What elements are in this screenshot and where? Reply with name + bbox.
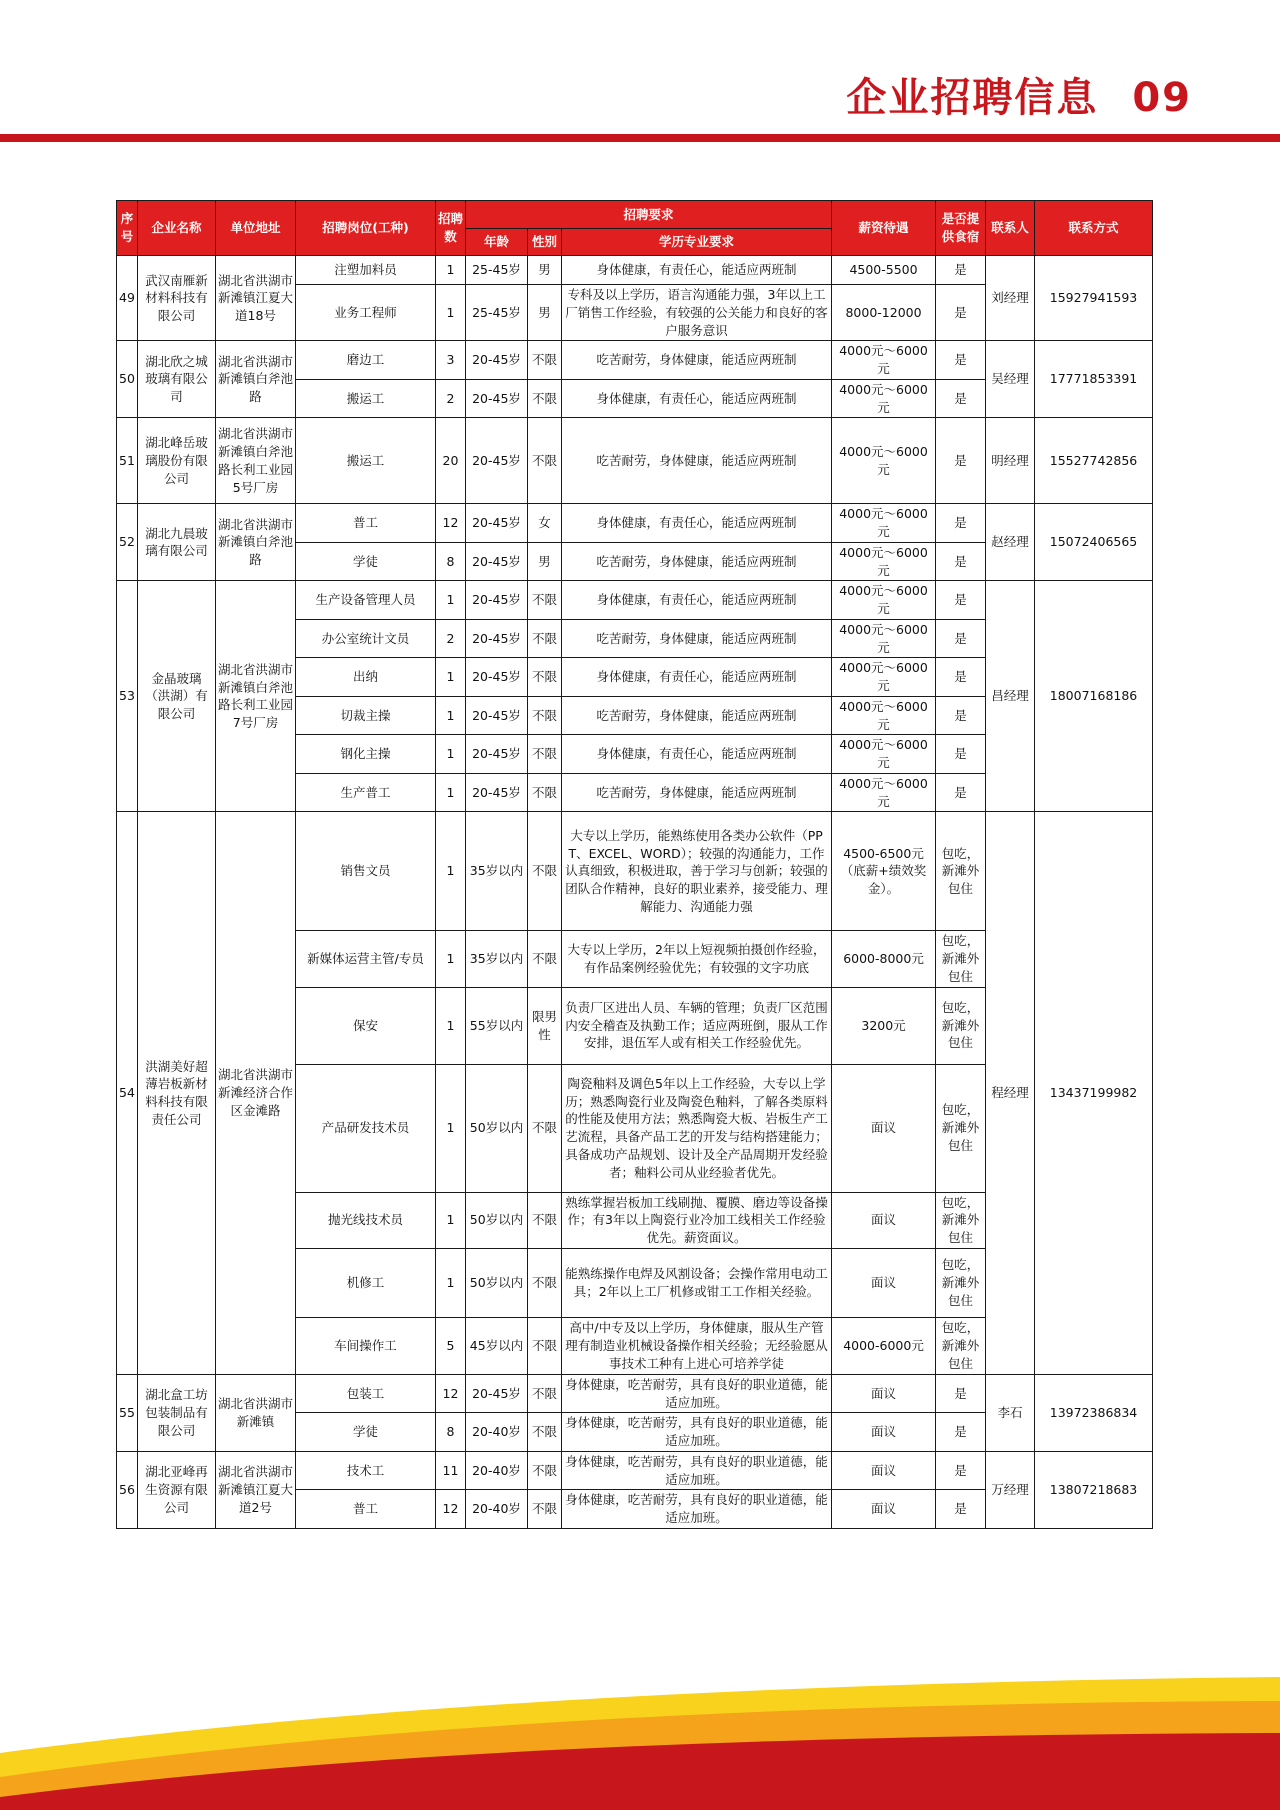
contact-phone: 13437199982 xyxy=(1035,812,1153,1375)
contact-person: 万经理 xyxy=(986,1451,1035,1528)
job-gender: 不限 xyxy=(528,1192,562,1248)
table-header xyxy=(117,201,1153,256)
job-salary: 4000元～6000元 xyxy=(832,773,936,812)
footer-wave-decoration xyxy=(0,1655,1280,1810)
job-age: 20-45岁 xyxy=(466,658,528,697)
company-name: 湖北峰岳玻璃股份有限公司 xyxy=(138,418,216,504)
table-row xyxy=(117,504,1153,543)
job-requirements: 身体健康，吃苦耐劳，具有良好的职业道德，能适应加班。 xyxy=(562,1490,832,1529)
job-position: 普工 xyxy=(296,1490,436,1529)
job-board: 是 xyxy=(936,1451,986,1490)
table-row xyxy=(117,1374,1153,1413)
job-count: 1 xyxy=(436,256,466,285)
job-position: 保安 xyxy=(296,987,436,1064)
company-address: 湖北省洪湖市新滩镇白斧池路 xyxy=(216,504,296,581)
company-name: 湖北盒工坊包装制品有限公司 xyxy=(138,1374,216,1451)
company-name: 金晶玻璃（洪湖）有限公司 xyxy=(138,581,216,812)
job-gender: 不限 xyxy=(528,696,562,735)
job-salary: 4000元～6000元 xyxy=(832,735,936,774)
header-company: 企业名称 xyxy=(138,201,216,256)
job-gender: 不限 xyxy=(528,1413,562,1452)
job-salary: 面议 xyxy=(832,1451,936,1490)
page-title xyxy=(846,66,1192,123)
job-board: 是 xyxy=(936,619,986,658)
job-requirements: 身体健康，有责任心，能适应两班制 xyxy=(562,658,832,697)
job-board: 包吃，新滩外包住 xyxy=(936,812,986,931)
job-count: 1 xyxy=(436,735,466,774)
header-count: 招聘数 xyxy=(436,201,466,256)
job-count: 5 xyxy=(436,1317,466,1374)
job-board: 包吃，新滩外包住 xyxy=(936,987,986,1064)
job-requirements: 高中/中专及以上学历，身体健康，服从生产管理有制造业机械设备操作相关经验；无经验愿从事技术工种有上进心可培养学徒 xyxy=(562,1317,832,1374)
job-count: 8 xyxy=(436,1413,466,1452)
job-gender: 不限 xyxy=(528,658,562,697)
table-row xyxy=(117,812,1153,931)
job-count: 12 xyxy=(436,504,466,543)
table-row xyxy=(117,418,1153,504)
job-salary: 4000元～6000元 xyxy=(832,581,936,620)
company-name: 湖北九晨玻璃有限公司 xyxy=(138,504,216,581)
header-board: 是否提供食宿 xyxy=(936,201,986,256)
job-age: 35岁以内 xyxy=(466,812,528,931)
job-salary: 4000元～6000元 xyxy=(832,619,936,658)
job-requirements: 陶瓷釉料及调色5年以上工作经验，大专以上学历；熟悉陶瓷行业及陶瓷色釉料，了解各类原料的性能及使用方法；熟悉陶瓷大板、岩板生产工艺流程，具备产品工艺的开发与结构搭建能力；具备成功产品规划、设计及全产品周期开发经验者；釉料公司从业经验者优先。 xyxy=(562,1064,832,1192)
job-board: 包吃，新滩外包住 xyxy=(936,1192,986,1248)
job-salary: 4500-6500元（底薪+绩效奖金）。 xyxy=(832,812,936,931)
job-gender: 男 xyxy=(528,285,562,341)
job-board: 包吃，新滩外包住 xyxy=(936,1317,986,1374)
job-board: 是 xyxy=(936,341,986,380)
job-position: 业务工程师 xyxy=(296,285,436,341)
job-position: 车间操作工 xyxy=(296,1317,436,1374)
job-gender: 不限 xyxy=(528,418,562,504)
job-age: 50岁以内 xyxy=(466,1064,528,1192)
job-board: 包吃，新滩外包住 xyxy=(936,1248,986,1317)
job-requirements: 吃苦耐劳，身体健康，能适应两班制 xyxy=(562,619,832,658)
job-position: 磨边工 xyxy=(296,341,436,380)
company-address: 湖北省洪湖市新滩经济合作区金滩路 xyxy=(216,812,296,1375)
table-body xyxy=(117,256,1153,1529)
job-age: 20-45岁 xyxy=(466,735,528,774)
job-board: 是 xyxy=(936,658,986,697)
job-count: 2 xyxy=(436,379,466,418)
job-count: 12 xyxy=(436,1490,466,1529)
contact-person: 刘经理 xyxy=(986,256,1035,341)
header-age: 年龄 xyxy=(466,229,528,256)
job-count: 2 xyxy=(436,619,466,658)
job-gender: 不限 xyxy=(528,379,562,418)
job-count: 1 xyxy=(436,581,466,620)
job-age: 20-45岁 xyxy=(466,696,528,735)
job-requirements: 吃苦耐劳，身体健康，能适应两班制 xyxy=(562,542,832,581)
job-position: 注塑加料员 xyxy=(296,256,436,285)
job-age: 25-45岁 xyxy=(466,256,528,285)
job-board: 是 xyxy=(936,504,986,543)
job-gender: 不限 xyxy=(528,773,562,812)
job-count: 1 xyxy=(436,987,466,1064)
job-requirements: 吃苦耐劳，身体健康，能适应两班制 xyxy=(562,773,832,812)
contact-person: 李石 xyxy=(986,1374,1035,1451)
job-requirements: 身体健康，有责任心，能适应两班制 xyxy=(562,379,832,418)
header-phone: 联系方式 xyxy=(1035,201,1153,256)
job-position: 切裁主操 xyxy=(296,696,436,735)
job-requirements: 负责厂区进出人员、车辆的管理；负责厂区范围内安全稽查及执勤工作；适应两班倒，服从工作安排，退伍军人或有相关工作经验优先。 xyxy=(562,987,832,1064)
table-row xyxy=(117,256,1153,285)
company-name: 洪湖美好超薄岩板新材料科技有限责任公司 xyxy=(138,812,216,1375)
job-age: 20-40岁 xyxy=(466,1413,528,1452)
job-salary: 面议 xyxy=(832,1490,936,1529)
company-number: 54 xyxy=(117,812,138,1375)
job-position: 产品研发技术员 xyxy=(296,1064,436,1192)
job-requirements: 能熟练操作电焊及风割设备；会操作常用电动工具；2年以上工厂机修或钳工工作相关经验。 xyxy=(562,1248,832,1317)
job-age: 25-45岁 xyxy=(466,285,528,341)
job-gender: 不限 xyxy=(528,341,562,380)
job-gender: 不限 xyxy=(528,1451,562,1490)
job-age: 20-45岁 xyxy=(466,418,528,504)
job-requirements: 吃苦耐劳，身体健康，能适应两班制 xyxy=(562,696,832,735)
job-count: 1 xyxy=(436,1064,466,1192)
job-requirements: 身体健康，有责任心，能适应两班制 xyxy=(562,735,832,774)
job-age: 20-45岁 xyxy=(466,542,528,581)
job-position: 普工 xyxy=(296,504,436,543)
page-title-text: 企业招聘信息 xyxy=(846,75,1099,121)
table-row xyxy=(117,581,1153,620)
header-requirements: 招聘要求 xyxy=(466,201,832,229)
header-no: 序号 xyxy=(117,201,138,256)
job-requirements: 大专以上学历，2年以上短视频拍摄创作经验，有作品案例经验优先；有较强的文字功底 xyxy=(562,931,832,987)
company-name: 湖北欣之城玻璃有限公司 xyxy=(138,341,216,418)
job-board: 是 xyxy=(936,1413,986,1452)
job-position: 出纳 xyxy=(296,658,436,697)
job-age: 50岁以内 xyxy=(466,1248,528,1317)
job-gender: 不限 xyxy=(528,1490,562,1529)
job-position: 机修工 xyxy=(296,1248,436,1317)
job-salary: 4000元～6000元 xyxy=(832,542,936,581)
job-requirements: 吃苦耐劳，身体健康，能适应两班制 xyxy=(562,418,832,504)
job-board: 是 xyxy=(936,696,986,735)
job-position: 生产设备管理人员 xyxy=(296,581,436,620)
job-requirements: 身体健康，吃苦耐劳，具有良好的职业道德，能适应加班。 xyxy=(562,1374,832,1413)
company-number: 49 xyxy=(117,256,138,341)
company-name: 武汉南雁新材料科技有限公司 xyxy=(138,256,216,341)
table-row xyxy=(117,1451,1153,1490)
job-position: 新媒体运营主管/专员 xyxy=(296,931,436,987)
page-number: 09 xyxy=(1132,75,1192,121)
job-age: 20-40岁 xyxy=(466,1451,528,1490)
job-board: 是 xyxy=(936,1374,986,1413)
job-count: 1 xyxy=(436,773,466,812)
company-number: 56 xyxy=(117,1451,138,1528)
job-position: 钢化主操 xyxy=(296,735,436,774)
header-salary: 薪资待遇 xyxy=(832,201,936,256)
job-count: 3 xyxy=(436,341,466,380)
job-age: 20-40岁 xyxy=(466,1490,528,1529)
job-age: 20-45岁 xyxy=(466,619,528,658)
job-salary: 4500-5500 xyxy=(832,256,936,285)
company-number: 53 xyxy=(117,581,138,812)
contact-person: 昌经理 xyxy=(986,581,1035,812)
job-gender: 不限 xyxy=(528,735,562,774)
job-salary: 6000-8000元 xyxy=(832,931,936,987)
job-requirements: 身体健康，有责任心，能适应两班制 xyxy=(562,581,832,620)
job-board: 是 xyxy=(936,379,986,418)
header-position: 招聘岗位(工种) xyxy=(296,201,436,256)
job-salary: 面议 xyxy=(832,1248,936,1317)
job-count: 8 xyxy=(436,542,466,581)
job-count: 1 xyxy=(436,696,466,735)
job-age: 50岁以内 xyxy=(466,1192,528,1248)
job-salary: 4000元～6000元 xyxy=(832,696,936,735)
job-gender: 不限 xyxy=(528,812,562,931)
job-salary: 4000元～6000元 xyxy=(832,504,936,543)
job-position: 办公室统计文员 xyxy=(296,619,436,658)
company-address: 湖北省洪湖市新滩镇白斧池路 xyxy=(216,341,296,418)
contact-phone: 13972386834 xyxy=(1035,1374,1153,1451)
job-salary: 面议 xyxy=(832,1192,936,1248)
job-requirements: 专科及以上学历，语言沟通能力强，3年以上工厂销售工作经验，有较强的公关能力和良好的客户服务意识 xyxy=(562,285,832,341)
job-gender: 不限 xyxy=(528,619,562,658)
job-age: 20-45岁 xyxy=(466,1374,528,1413)
job-position: 学徒 xyxy=(296,1413,436,1452)
job-salary: 4000元～6000元 xyxy=(832,341,936,380)
job-salary: 面议 xyxy=(832,1064,936,1192)
header-contact: 联系人 xyxy=(986,201,1035,256)
job-gender: 男 xyxy=(528,542,562,581)
job-age: 20-45岁 xyxy=(466,504,528,543)
contact-person: 吴经理 xyxy=(986,341,1035,418)
job-age: 35岁以内 xyxy=(466,931,528,987)
job-count: 20 xyxy=(436,418,466,504)
job-position: 销售文员 xyxy=(296,812,436,931)
job-position: 搬运工 xyxy=(296,418,436,504)
job-count: 1 xyxy=(436,1248,466,1317)
job-count: 1 xyxy=(436,931,466,987)
contact-person: 明经理 xyxy=(986,418,1035,504)
job-salary: 面议 xyxy=(832,1413,936,1452)
job-count: 1 xyxy=(436,285,466,341)
job-age: 20-45岁 xyxy=(466,581,528,620)
company-number: 55 xyxy=(117,1374,138,1451)
company-address: 湖北省洪湖市新滩镇江夏大道18号 xyxy=(216,256,296,341)
contact-phone: 15072406565 xyxy=(1035,504,1153,581)
job-count: 1 xyxy=(436,658,466,697)
job-gender: 不限 xyxy=(528,1064,562,1192)
job-requirements: 大专以上学历，能熟练使用各类办公软件（PPT、EXCEL、WORD）；较强的沟通能力，工作认真细致，积极进取，善于学习与创新；较强的团队合作精神，良好的职业素养，接受能力、理解能力、沟通能力强 xyxy=(562,812,832,931)
table-row xyxy=(117,341,1153,380)
job-board: 是 xyxy=(936,1490,986,1529)
job-salary: 4000元～6000元 xyxy=(832,658,936,697)
job-position: 生产普工 xyxy=(296,773,436,812)
recruitment-table xyxy=(116,200,1153,1529)
contact-person: 赵经理 xyxy=(986,504,1035,581)
header-band xyxy=(0,134,1280,142)
header-education: 学历专业要求 xyxy=(562,229,832,256)
job-board: 是 xyxy=(936,735,986,774)
job-requirements: 身体健康，有责任心，能适应两班制 xyxy=(562,504,832,543)
company-address: 湖北省洪湖市新滩镇江夏大道2号 xyxy=(216,1451,296,1528)
job-requirements: 熟练掌握岩板加工线刷抛、覆膜、磨边等设备操作；有3年以上陶瓷行业冷加工线相关工作经验优先。薪资面议。 xyxy=(562,1192,832,1248)
job-salary: 4000元～6000元 xyxy=(832,418,936,504)
job-salary: 8000-12000 xyxy=(832,285,936,341)
job-board: 是 xyxy=(936,581,986,620)
job-board: 包吃，新滩外包住 xyxy=(936,931,986,987)
job-age: 20-45岁 xyxy=(466,773,528,812)
job-age: 55岁以内 xyxy=(466,987,528,1064)
job-position: 包装工 xyxy=(296,1374,436,1413)
contact-phone: 15527742856 xyxy=(1035,418,1153,504)
company-number: 51 xyxy=(117,418,138,504)
job-salary: 4000元～6000元 xyxy=(832,379,936,418)
job-salary: 3200元 xyxy=(832,987,936,1064)
job-gender: 女 xyxy=(528,504,562,543)
company-name: 湖北亚峰再生资源有限公司 xyxy=(138,1451,216,1528)
company-number: 52 xyxy=(117,504,138,581)
job-requirements: 身体健康，有责任心，能适应两班制 xyxy=(562,256,832,285)
contact-phone: 13807218683 xyxy=(1035,1451,1153,1528)
job-board: 包吃，新滩外包住 xyxy=(936,1064,986,1192)
header-address: 单位地址 xyxy=(216,201,296,256)
contact-person: 程经理 xyxy=(986,812,1035,1375)
job-gender: 不限 xyxy=(528,1374,562,1413)
job-salary: 4000-6000元 xyxy=(832,1317,936,1374)
job-board: 是 xyxy=(936,418,986,504)
company-address: 湖北省洪湖市新滩镇白斧池路长利工业园5号厂房 xyxy=(216,418,296,504)
job-gender: 不限 xyxy=(528,1248,562,1317)
job-age: 20-45岁 xyxy=(466,379,528,418)
job-age: 45岁以内 xyxy=(466,1317,528,1374)
job-gender: 不限 xyxy=(528,581,562,620)
contact-phone: 15927941593 xyxy=(1035,256,1153,341)
job-age: 20-45岁 xyxy=(466,341,528,380)
job-gender: 不限 xyxy=(528,1317,562,1374)
job-board: 是 xyxy=(936,542,986,581)
job-requirements: 吃苦耐劳，身体健康，能适应两班制 xyxy=(562,341,832,380)
job-board: 是 xyxy=(936,256,986,285)
job-board: 是 xyxy=(936,773,986,812)
job-position: 技术工 xyxy=(296,1451,436,1490)
job-gender: 男 xyxy=(528,256,562,285)
job-count: 1 xyxy=(436,1192,466,1248)
job-gender: 不限 xyxy=(528,931,562,987)
contact-phone: 18007168186 xyxy=(1035,581,1153,812)
job-count: 12 xyxy=(436,1374,466,1413)
job-requirements: 身体健康，吃苦耐劳，具有良好的职业道德，能适应加班。 xyxy=(562,1413,832,1452)
job-position: 抛光线技术员 xyxy=(296,1192,436,1248)
company-address: 湖北省洪湖市新滩镇白斧池路长利工业园7号厂房 xyxy=(216,581,296,812)
company-number: 50 xyxy=(117,341,138,418)
job-board: 是 xyxy=(936,285,986,341)
recruitment-table-wrapper xyxy=(116,200,1152,1529)
company-address: 湖北省洪湖市新滩镇 xyxy=(216,1374,296,1451)
contact-phone: 17771853391 xyxy=(1035,341,1153,418)
job-gender: 限男性 xyxy=(528,987,562,1064)
job-position: 搬运工 xyxy=(296,379,436,418)
job-count: 11 xyxy=(436,1451,466,1490)
job-count: 1 xyxy=(436,812,466,931)
job-requirements: 身体健康，吃苦耐劳，具有良好的职业道德，能适应加班。 xyxy=(562,1451,832,1490)
job-position: 学徒 xyxy=(296,542,436,581)
job-salary: 面议 xyxy=(832,1374,936,1413)
header-gender: 性别 xyxy=(528,229,562,256)
